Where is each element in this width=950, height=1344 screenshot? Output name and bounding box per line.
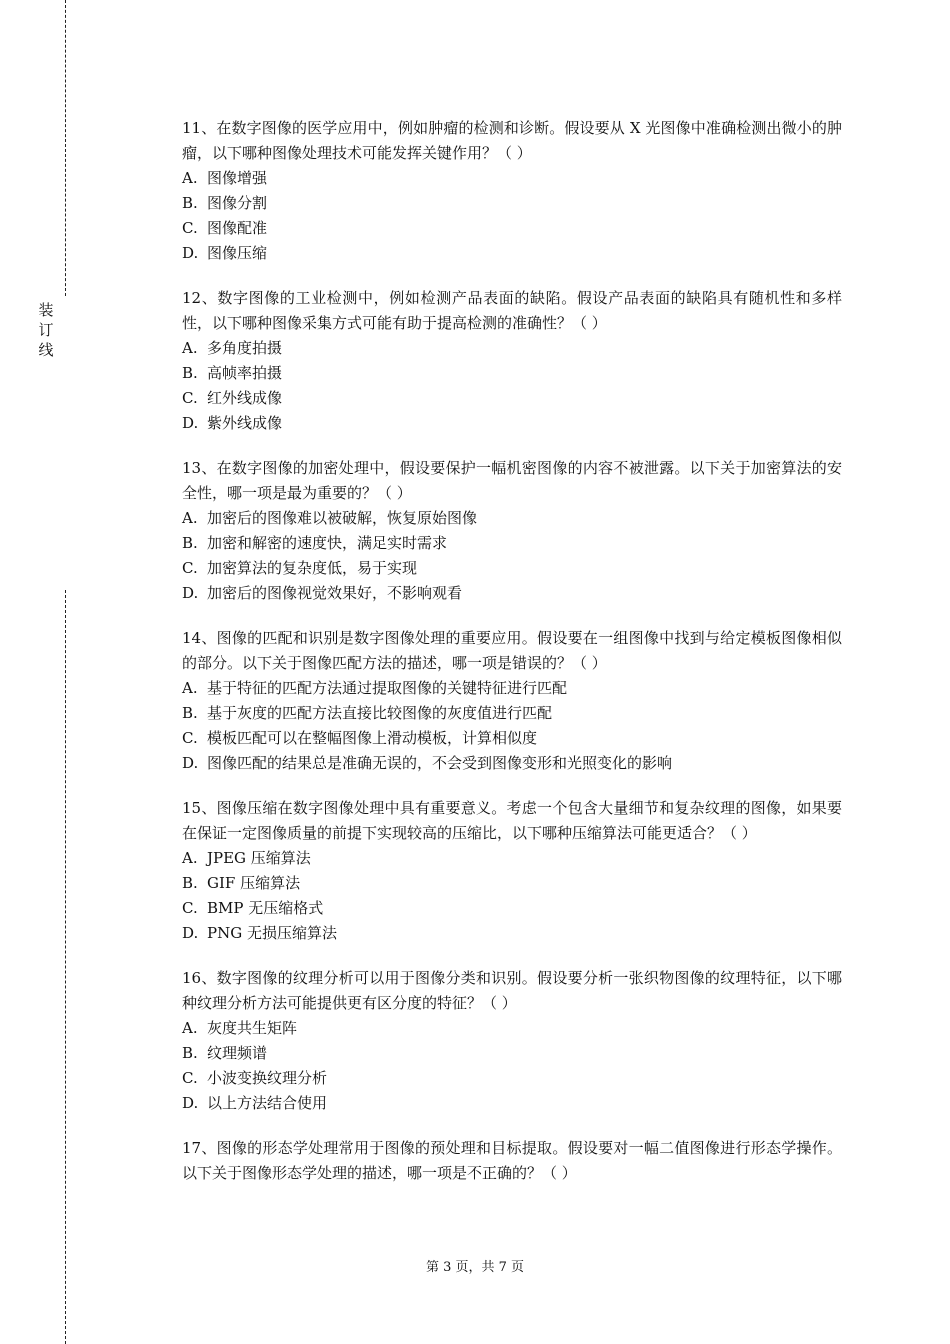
option-text: 图像分割 (207, 194, 268, 212)
option-text: 基于特征的匹配方法通过提取图像的关键特征进行匹配 (207, 679, 568, 697)
binding-label (36, 300, 56, 360)
question-stem: 11、在数字图像的医学应用中，例如肿瘤的检测和诊断。假设要从 X 光图像中准确检测出微小的肿瘤，以下哪种图像处理技术可能发挥关键作用？（ ） (182, 119, 842, 162)
option-letter: D. (182, 924, 199, 942)
question-list (182, 116, 842, 1206)
binding-line-bottom (65, 590, 66, 1344)
option-text: 模板匹配可以在整幅图像上滑动模板，计算相似度 (207, 729, 538, 747)
option-text: 灰度共生矩阵 (207, 1019, 298, 1037)
option-text: 以上方法结合使用 (207, 1094, 328, 1112)
option-letter: C. (182, 1069, 198, 1087)
option-a (182, 676, 842, 701)
option-text: JPEG 压缩算法 (207, 849, 311, 867)
option-d (182, 921, 842, 946)
question-14 (182, 626, 842, 776)
option-letter: D. (182, 414, 199, 432)
option-letter: B. (182, 704, 198, 722)
option-letter: B. (182, 534, 198, 552)
question-stem: 14、图像的匹配和识别是数字图像处理的重要应用。假设要在一组图像中找到与给定模板图像相似的部分。以下关于图像匹配方法的描述，哪一项是错误的？（ ） (182, 629, 842, 672)
option-letter: A. (182, 339, 198, 357)
option-text: 小波变换纹理分析 (207, 1069, 328, 1087)
option-text: PNG 无损压缩算法 (207, 924, 337, 942)
option-b (182, 871, 842, 896)
binding-char: 订 (38, 321, 54, 339)
option-c (182, 556, 842, 581)
option-text: 基于灰度的匹配方法直接比较图像的灰度值进行匹配 (207, 704, 553, 722)
option-letter: B. (182, 1044, 198, 1062)
question-stem: 13、在数字图像的加密处理中，假设要保护一幅机密图像的内容不被泄露。以下关于加密算法的安全性，哪一项是最为重要的？（ ） (182, 459, 842, 502)
option-letter: C. (182, 729, 198, 747)
question-12 (182, 286, 842, 436)
option-letter: B. (182, 874, 198, 892)
option-letter: B. (182, 364, 198, 382)
option-text: 红外线成像 (207, 389, 283, 407)
option-text: 加密算法的复杂度低，易于实现 (207, 559, 418, 577)
option-d (182, 1091, 842, 1116)
option-text: GIF 压缩算法 (207, 874, 301, 892)
option-letter: D. (182, 244, 199, 262)
option-d (182, 581, 842, 606)
binding-char: 线 (38, 341, 54, 359)
option-letter: D. (182, 584, 199, 602)
option-letter: A. (182, 849, 198, 867)
option-text: 图像配准 (207, 219, 268, 237)
question-stem: 15、图像压缩在数字图像处理中具有重要意义。考虑一个包含大量细节和复杂纹理的图像，如果要在保证一定图像质量的前提下实现较高的压缩比，以下哪种压缩算法可能更适合？（ ） (182, 799, 842, 842)
option-b (182, 531, 842, 556)
option-letter: B. (182, 194, 198, 212)
option-letter: D. (182, 754, 199, 772)
option-b (182, 361, 842, 386)
option-c (182, 216, 842, 241)
option-a (182, 336, 842, 361)
binding-line-top (65, 0, 66, 296)
option-letter: A. (182, 509, 198, 527)
option-text: 加密后的图像视觉效果好，不影响观看 (207, 584, 463, 602)
option-letter: C. (182, 899, 198, 917)
option-a (182, 846, 842, 871)
option-letter: A. (182, 679, 198, 697)
option-a (182, 1016, 842, 1041)
option-b (182, 701, 842, 726)
option-d (182, 751, 842, 776)
option-text: 多角度拍摄 (207, 339, 283, 357)
option-text: 紫外线成像 (207, 414, 283, 432)
option-text: BMP 无压缩格式 (207, 899, 324, 917)
option-a (182, 506, 842, 531)
option-text: 纹理频谱 (207, 1044, 268, 1062)
option-c (182, 386, 842, 411)
option-letter: C. (182, 389, 198, 407)
option-text: 图像压缩 (207, 244, 268, 262)
option-d (182, 411, 842, 436)
option-b (182, 191, 842, 216)
question-stem: 17、图像的形态学处理常用于图像的预处理和目标提取。假设要对一幅二值图像进行形态学操作。以下关于图像形态学处理的描述，哪一项是不正确的？（ ） (182, 1139, 842, 1182)
question-11 (182, 116, 842, 266)
option-d (182, 241, 842, 266)
question-17 (182, 1136, 842, 1186)
option-b (182, 1041, 842, 1066)
option-a (182, 166, 842, 191)
option-letter: C. (182, 219, 198, 237)
option-c (182, 726, 842, 751)
option-text: 高帧率拍摄 (207, 364, 283, 382)
question-16 (182, 966, 842, 1116)
page-footer: 第 3 页，共 7 页 (425, 1260, 525, 1275)
question-15 (182, 796, 842, 946)
option-letter: A. (182, 169, 198, 187)
option-text: 加密后的图像难以被破解，恢复原始图像 (207, 509, 478, 527)
option-c (182, 1066, 842, 1091)
option-letter: A. (182, 1019, 198, 1037)
option-text: 加密和解密的速度快，满足实时需求 (207, 534, 448, 552)
option-text: 图像增强 (207, 169, 268, 187)
option-c (182, 896, 842, 921)
binding-char: 装 (38, 301, 54, 319)
question-stem: 16、数字图像的纹理分析可以用于图像分类和识别。假设要分析一张织物图像的纹理特征，以下哪种纹理分析方法可能提供更有区分度的特征？（ ） (182, 969, 842, 1012)
option-letter: C. (182, 559, 198, 577)
question-stem: 12、数字图像的工业检测中，例如检测产品表面的缺陷。假设产品表面的缺陷具有随机性和多样性，以下哪种图像采集方式可能有助于提高检测的准确性？（ ） (182, 289, 842, 332)
option-text: 图像匹配的结果总是准确无误的，不会受到图像变形和光照变化的影响 (207, 754, 673, 772)
option-letter: D. (182, 1094, 199, 1112)
question-13 (182, 456, 842, 606)
